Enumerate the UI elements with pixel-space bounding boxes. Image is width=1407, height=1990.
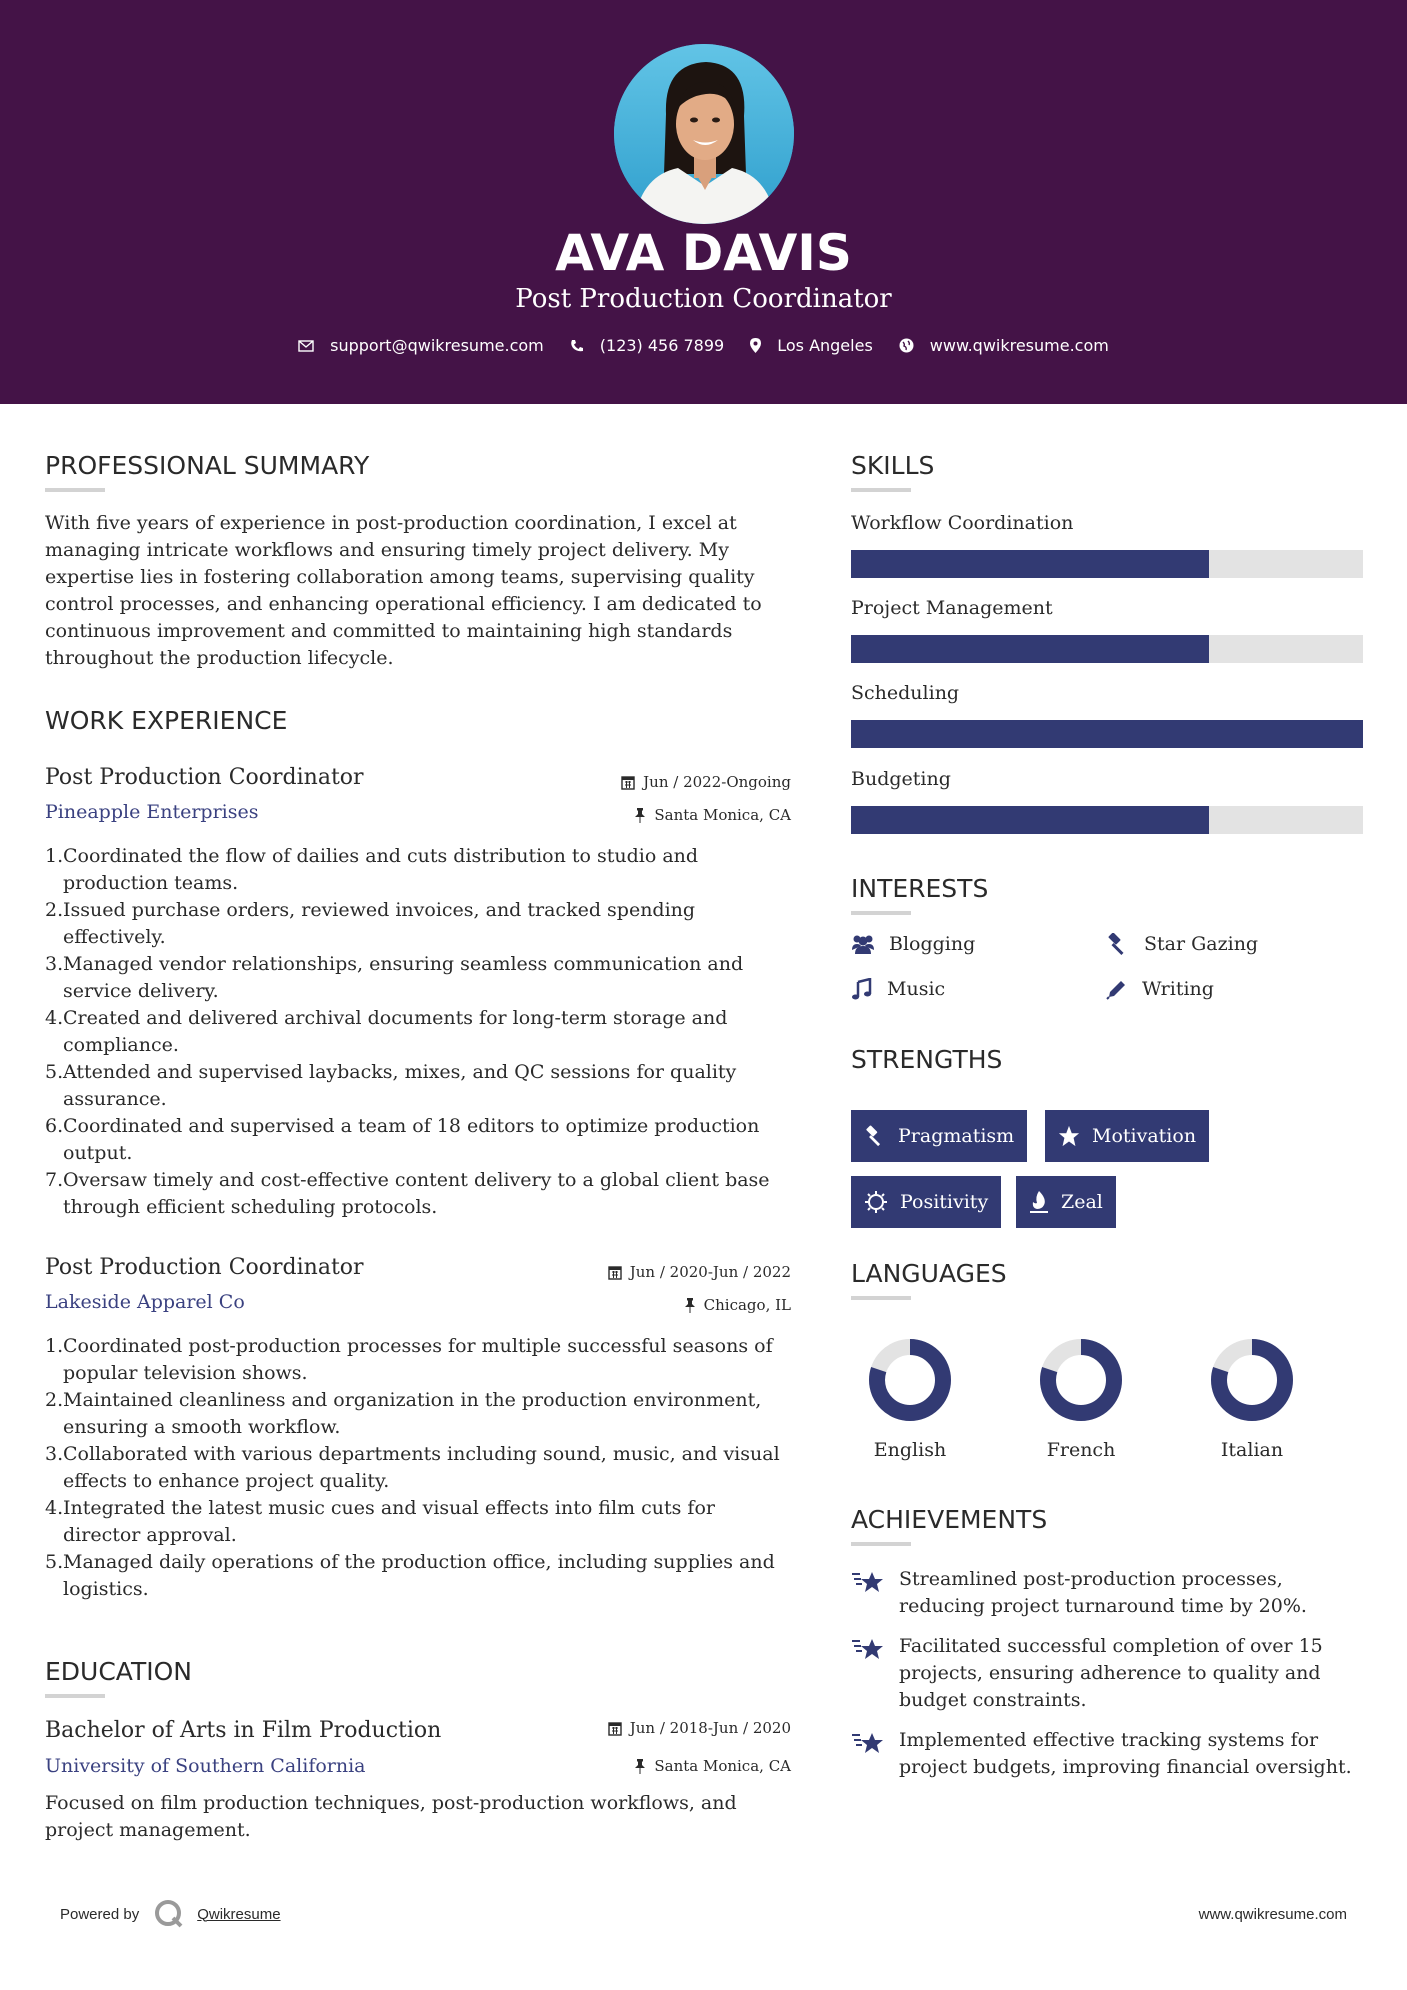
music-icon — [851, 978, 873, 1000]
candidate-role: Post Production Coordinator — [515, 284, 892, 314]
summary-line: managing intricate workflows and ensuring timely project delivery. My — [45, 539, 729, 561]
job-title: Post Production Coordinator — [45, 765, 364, 790]
section-divider — [851, 488, 911, 492]
contact-phone[interactable] — [570, 336, 724, 355]
item-number: 3. — [45, 1443, 64, 1465]
job-responsibilities — [45, 843, 795, 1221]
item-number: 2. — [45, 899, 64, 921]
skill-bar — [851, 806, 1363, 834]
strength-label: Zeal — [1061, 1191, 1103, 1213]
date-range: Jun / 2018-Jun / 2020 — [629, 1719, 791, 1737]
item-number: 4. — [45, 1007, 64, 1029]
strength-label: Motivation — [1092, 1125, 1197, 1147]
users-icon — [851, 934, 875, 954]
languages-heading: LANGUAGES — [851, 1259, 1007, 1288]
company-name: Lakeside Apparel Co — [45, 1291, 245, 1313]
education-location — [634, 1757, 791, 1775]
skill-name: Workflow Coordination — [851, 512, 1074, 534]
language-donut — [1033, 1332, 1129, 1428]
interest-item — [1106, 933, 1258, 955]
section-divider — [851, 1542, 911, 1546]
strength-label: Pragmatism — [898, 1125, 1015, 1147]
section-divider — [45, 1694, 105, 1698]
summary-line: expertise lies in fostering collaboration among teams, supervising quality — [45, 566, 755, 588]
envelope-icon — [298, 340, 314, 352]
globe-icon — [899, 338, 914, 353]
item-number: 4. — [45, 1497, 64, 1519]
list-item — [45, 1549, 795, 1603]
description-line: project management. — [45, 1819, 251, 1841]
skill-bar — [851, 720, 1363, 748]
item-line: popular television shows. — [63, 1362, 308, 1384]
contact-email[interactable] — [298, 336, 544, 355]
item-number: 2. — [45, 1389, 64, 1411]
location: Chicago, IL — [703, 1296, 791, 1314]
skill-name: Budgeting — [851, 768, 951, 790]
item-number: 5. — [45, 1551, 64, 1573]
list-item — [45, 843, 795, 897]
interest-label: Star Gazing — [1144, 933, 1259, 955]
shooting-star-icon — [851, 1568, 885, 1596]
achievement-line: project budgets, improving financial oversight. — [899, 1756, 1352, 1778]
description-line: Focused on film production techniques, post-production workflows, and — [45, 1792, 737, 1814]
skill-name: Scheduling — [851, 682, 960, 704]
job-title: Post Production Coordinator — [45, 1255, 364, 1280]
company-name: Pineapple Enterprises — [45, 801, 259, 823]
gavel-icon — [864, 1125, 886, 1147]
date-range: Jun / 2022-Ongoing — [643, 773, 791, 791]
phone-icon — [570, 339, 584, 353]
shooting-star-icon — [851, 1635, 885, 1663]
item-line: Managed daily operations of the production office, including supplies and — [63, 1551, 775, 1573]
shooting-star-icon — [851, 1729, 885, 1757]
item-line: compliance. — [63, 1034, 179, 1056]
item-number: 5. — [45, 1061, 64, 1083]
interest-item — [851, 978, 945, 1000]
strength-badge — [851, 1176, 1001, 1228]
pushpin-icon — [634, 1759, 646, 1774]
strength-label: Positivity — [900, 1191, 989, 1213]
job-location — [684, 1296, 791, 1314]
education-heading: EDUCATION — [45, 1657, 192, 1686]
item-line: Managed vendor relationships, ensuring seamless communication and — [63, 953, 744, 975]
contact-bar — [0, 336, 1407, 355]
job-dates — [608, 1263, 791, 1281]
achievement-line: Implemented effective tracking systems for — [899, 1729, 1319, 1751]
interest-item — [851, 933, 975, 955]
powered-by-text: Powered by — [60, 1905, 140, 1923]
interest-label: Music — [887, 978, 946, 1000]
pencil-icon — [1106, 978, 1128, 1000]
summary-line: With five years of experience in post-production coordination, I excel at — [45, 512, 737, 534]
item-line: service delivery. — [63, 980, 219, 1002]
skills-heading: SKILLS — [851, 451, 935, 480]
qwikresume-link[interactable]: Qwikresume — [197, 1905, 281, 1923]
calendar-icon — [608, 1265, 622, 1280]
section-divider — [45, 488, 105, 492]
list-item — [45, 1167, 795, 1221]
list-item — [45, 1333, 795, 1387]
item-line: effects to enhance project quality. — [63, 1470, 390, 1492]
contact-location — [750, 336, 873, 355]
achievement-text — [899, 1633, 1323, 1714]
item-line: Coordinated and supervised a team of 18 editors to optimize production — [63, 1115, 760, 1137]
skill-bar-fill — [851, 720, 1363, 748]
list-item — [45, 1059, 795, 1113]
website-text: www.qwikresume.com — [929, 336, 1109, 355]
item-line: Maintained cleanliness and organization in the production environment, — [63, 1389, 762, 1411]
list-item — [45, 1113, 795, 1167]
strength-badge — [1045, 1110, 1209, 1162]
summary-heading: PROFESSIONAL SUMMARY — [45, 451, 370, 480]
achievement-text — [899, 1566, 1307, 1620]
achievement-line: Facilitated successful completion of over 15 — [899, 1635, 1323, 1657]
job-location — [634, 806, 791, 824]
strengths-heading: STRENGTHS — [851, 1045, 1003, 1074]
section-divider — [851, 1296, 911, 1300]
school-name: University of Southern California — [45, 1755, 366, 1777]
degree-title: Bachelor of Arts in Film Production — [45, 1718, 442, 1743]
skill-bar-fill — [851, 635, 1209, 663]
achievement-item — [851, 1566, 1361, 1620]
section-divider — [851, 911, 911, 915]
summary-line: throughout the production lifecycle. — [45, 647, 394, 669]
interest-label: Writing — [1142, 978, 1214, 1000]
achievement-line: Streamlined post-production processes, — [899, 1568, 1283, 1590]
strength-badge — [851, 1110, 1027, 1162]
profile-photo-illustration — [614, 44, 794, 224]
skill-bar — [851, 635, 1363, 663]
contact-website[interactable] — [899, 336, 1109, 355]
achievement-text — [899, 1727, 1352, 1781]
education-description — [45, 1790, 805, 1844]
achievements-heading: ACHIEVEMENTS — [851, 1505, 1048, 1534]
sun-icon — [864, 1190, 888, 1214]
item-line: director approval. — [63, 1524, 237, 1546]
item-number: 6. — [45, 1115, 64, 1137]
summary-line: continuous improvement and committed to maintaining high standards — [45, 620, 733, 642]
language-donut — [862, 1332, 958, 1428]
summary-text — [45, 510, 805, 672]
resume-header — [0, 0, 1407, 404]
interests-heading: INTERESTS — [851, 874, 989, 903]
email-text: support@qwikresume.com — [330, 336, 544, 355]
item-line: production teams. — [63, 872, 239, 894]
achievement-item — [851, 1727, 1361, 1781]
footer-website[interactable]: www.qwikresume.com — [1198, 1906, 1347, 1923]
location: Santa Monica, CA — [654, 806, 791, 824]
phone-text: (123) 456 7899 — [599, 336, 725, 355]
strength-badge — [1016, 1176, 1116, 1228]
pushpin-icon — [634, 808, 646, 823]
item-line: output. — [63, 1142, 133, 1164]
pushpin-icon — [684, 1298, 696, 1313]
item-number: 1. — [45, 845, 64, 867]
experience-heading: WORK EXPERIENCE — [45, 706, 288, 735]
item-number: 7. — [45, 1169, 64, 1191]
skill-bar-fill — [851, 806, 1209, 834]
item-line: Created and delivered archival documents for long-term storage and — [63, 1007, 728, 1029]
skill-name: Project Management — [851, 597, 1053, 619]
item-number: 3. — [45, 953, 64, 975]
achievement-line: reducing project turnaround time by 20%. — [899, 1595, 1307, 1617]
language-name: French — [1046, 1439, 1116, 1461]
item-number: 1. — [45, 1335, 64, 1357]
date-range: Jun / 2020-Jun / 2022 — [629, 1263, 791, 1281]
item-line: through efficient scheduling protocols. — [63, 1196, 438, 1218]
summary-line: control processes, and enhancing operational efficiency. I am dedicated to — [45, 593, 762, 615]
calendar-icon — [608, 1721, 622, 1736]
qwikresume-logo-icon — [153, 1898, 185, 1930]
item-line: ensuring a smooth workflow. — [63, 1416, 341, 1438]
language-name: Italian — [1220, 1439, 1284, 1461]
skill-bar — [851, 550, 1363, 578]
job-responsibilities — [45, 1333, 795, 1603]
list-item — [45, 1495, 795, 1549]
footer-powered-by — [60, 1898, 281, 1930]
profile-photo — [614, 44, 794, 224]
item-line: assurance. — [63, 1088, 167, 1110]
item-line: Coordinated post-production processes for multiple successful seasons of — [63, 1335, 773, 1357]
language-name: English — [873, 1439, 947, 1461]
location-text: Los Angeles — [777, 336, 873, 355]
item-line: logistics. — [63, 1578, 149, 1600]
star-icon — [1058, 1125, 1080, 1147]
interest-item — [1106, 978, 1214, 1000]
item-line: Collaborated with various departments including sound, music, and visual — [63, 1443, 780, 1465]
gavel-icon — [1106, 933, 1130, 955]
skill-bar-fill — [851, 550, 1209, 578]
list-item — [45, 1005, 795, 1059]
list-item — [45, 1441, 795, 1495]
achievement-line: projects, ensuring adherence to quality and — [899, 1662, 1321, 1684]
education-dates — [608, 1719, 791, 1737]
map-pin-icon — [750, 338, 761, 353]
list-item — [45, 951, 795, 1005]
achievement-item — [851, 1633, 1361, 1714]
achievement-line: budget constraints. — [899, 1689, 1087, 1711]
calendar-icon — [621, 775, 635, 790]
list-item — [45, 1387, 795, 1441]
item-line: Coordinated the flow of dailies and cuts distribution to studio and — [63, 845, 699, 867]
item-line: Issued purchase orders, reviewed invoices, and tracked spending — [63, 899, 696, 921]
job-dates — [621, 773, 791, 791]
language-donut — [1204, 1332, 1300, 1428]
fire-icon — [1029, 1190, 1049, 1214]
item-line: Oversaw timely and cost-effective content delivery to a global client base — [63, 1169, 770, 1191]
item-line: Integrated the latest music cues and visual effects into film cuts for — [63, 1497, 715, 1519]
candidate-name: AVA DAVIS — [555, 224, 852, 282]
item-line: effectively. — [63, 926, 166, 948]
list-item — [45, 897, 795, 951]
item-line: Attended and supervised laybacks, mixes, and QC sessions for quality — [63, 1061, 737, 1083]
location: Santa Monica, CA — [654, 1757, 791, 1775]
interest-label: Blogging — [889, 933, 976, 955]
